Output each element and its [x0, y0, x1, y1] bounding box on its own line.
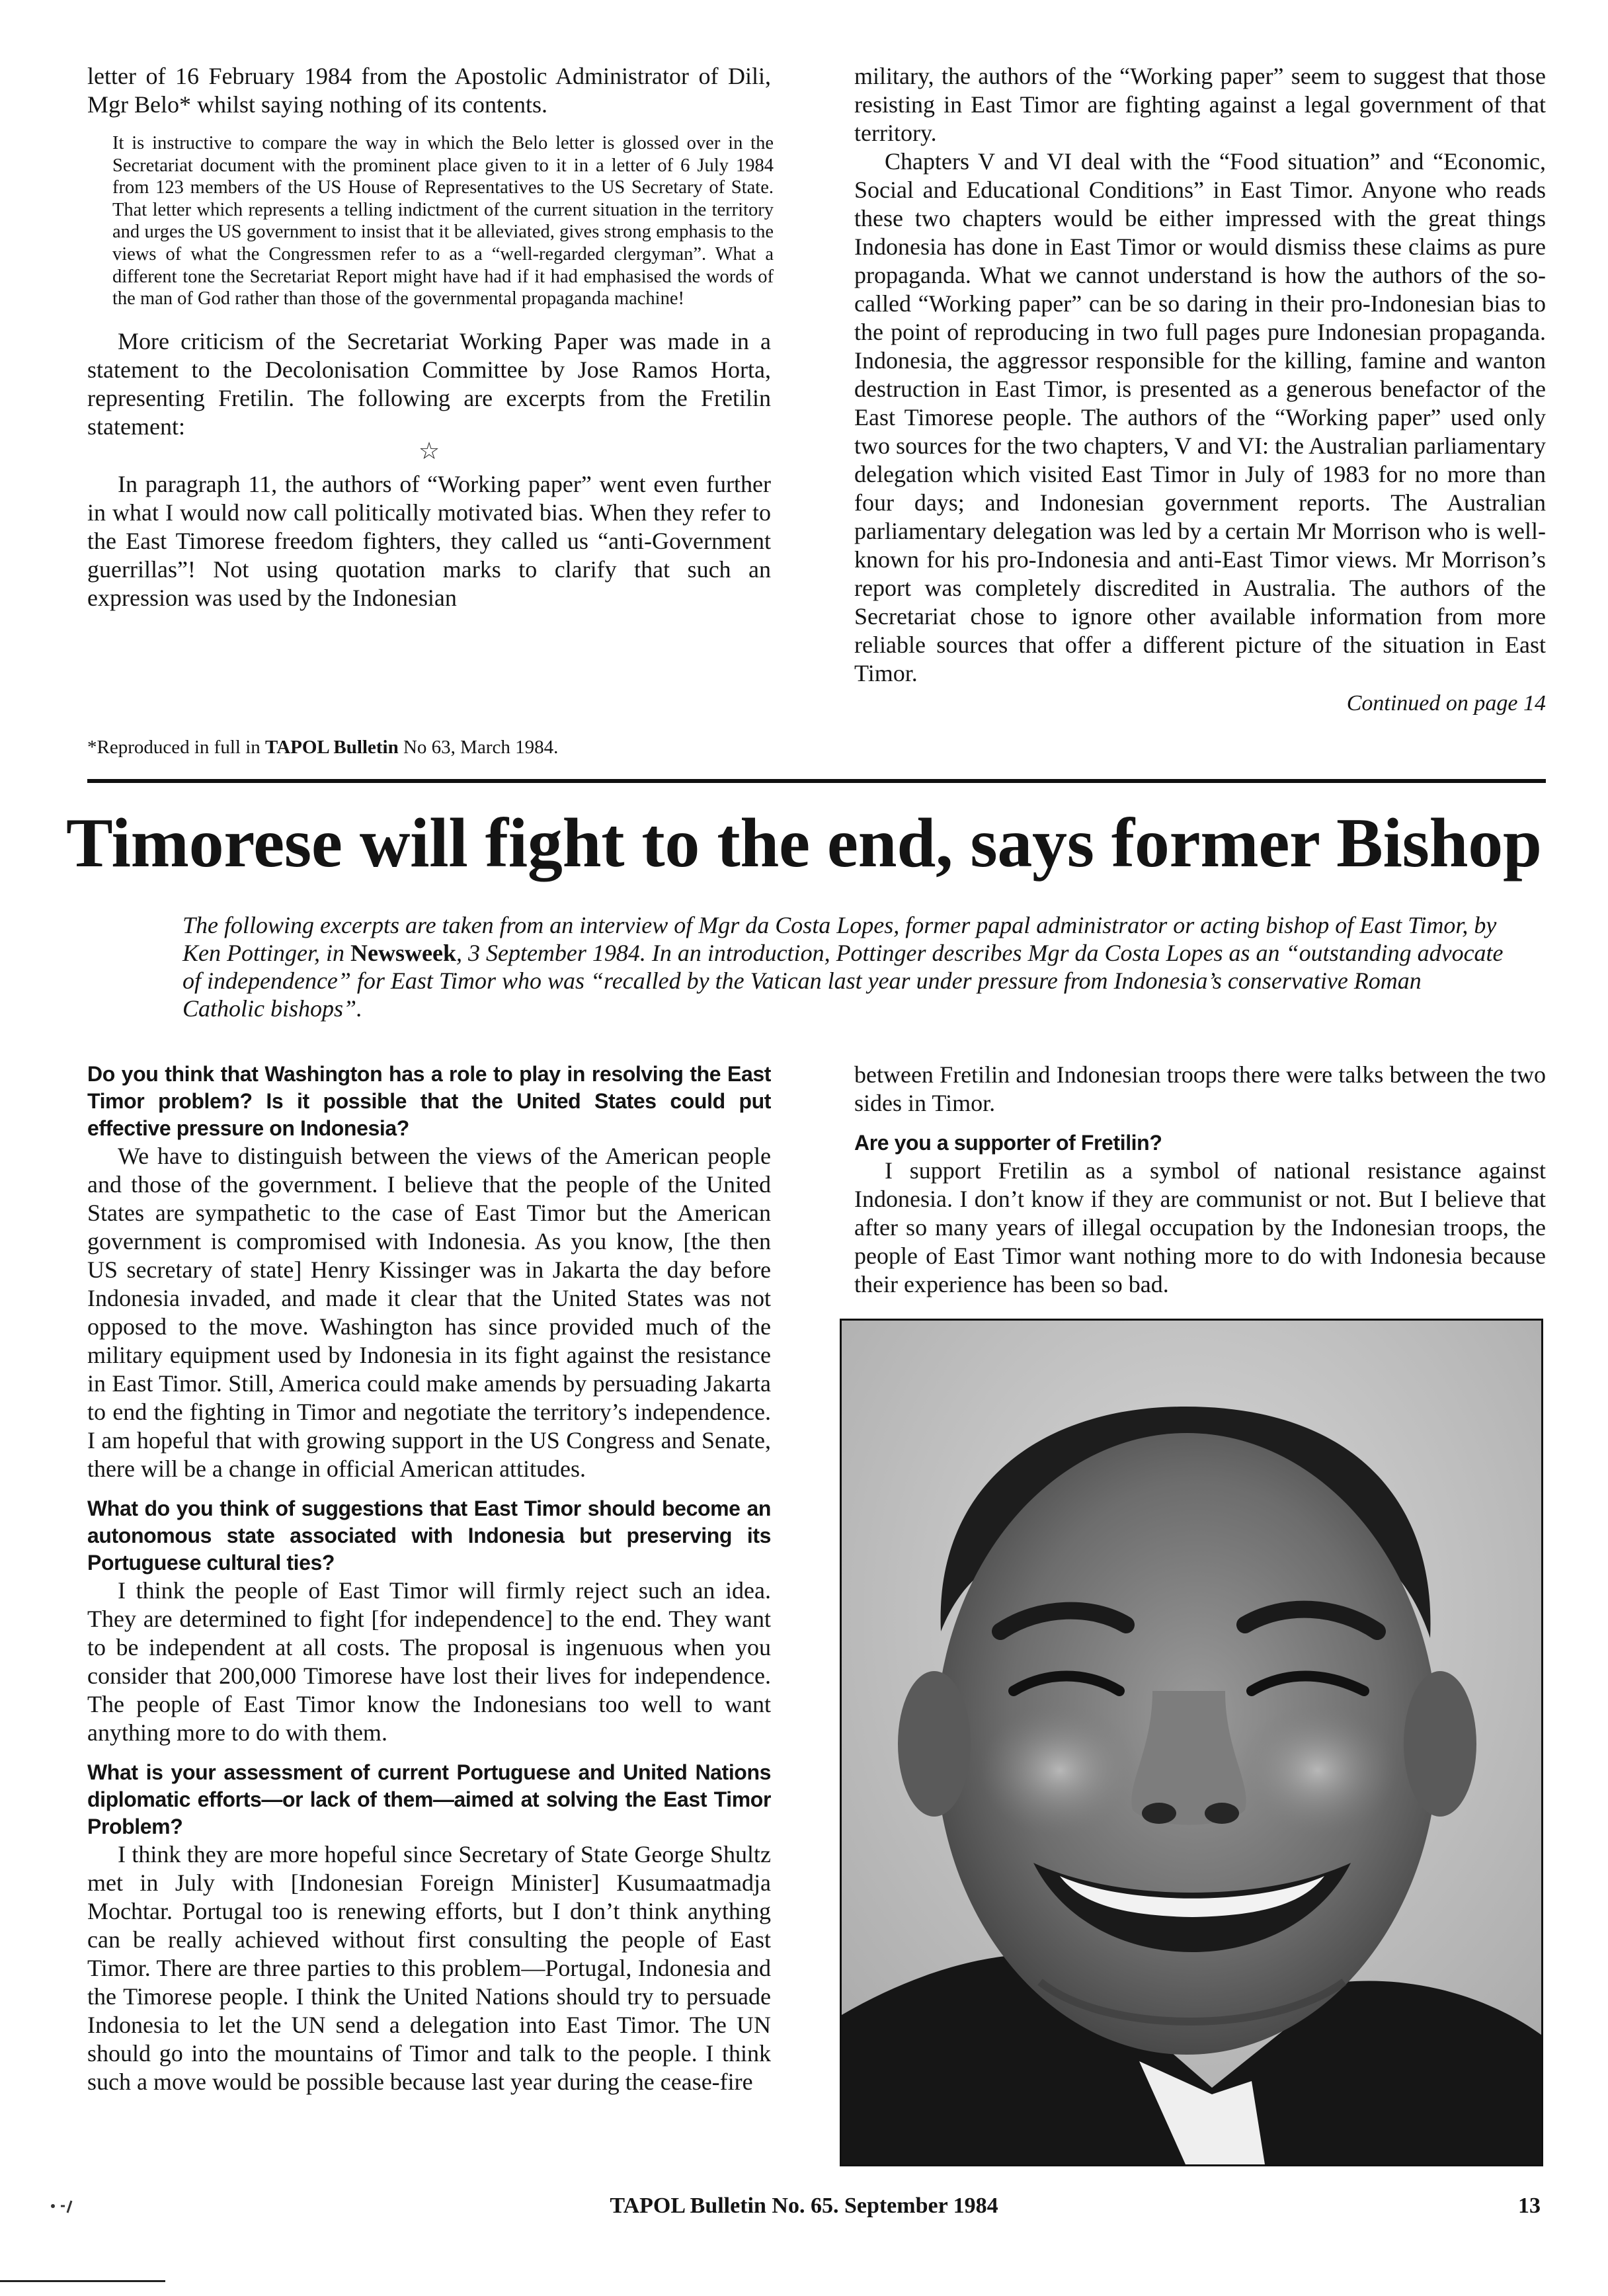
article-intro — [182, 911, 1505, 1022]
interview-answer-2: I think the people of East Timor will firmly reject such an idea. They are determined to fight [for independence] to the end. They want to be independent at all costs. The proposal is ingenuous when you consider that 200,000 Timorese have lost their lives for independence. The people of East Timor know the Indonesians too well to want anything more to do with them. — [87, 1577, 771, 1746]
portrait-photo — [840, 1319, 1543, 2166]
top-left-paragraph-3: In paragraph 11, the authors of “Working paper” went even further in what I would now call politically motivated bias. When they refer to the East Timorese freedom fighters, they called us “anti-Government guerrillas”! Not using quotation marks to clarify that such an expression was used by the Indonesian — [87, 470, 771, 611]
page-number: 13 — [1518, 2194, 1541, 2218]
intro-publication: Newsweek — [350, 940, 456, 966]
continued-on-page-link[interactable]: Continued on page 14 — [1346, 691, 1546, 716]
interview-answer-3-continued: between Fretilin and Indonesian troops there were talks between the two sides in Timor. — [854, 1061, 1546, 1116]
footnote — [87, 735, 771, 759]
intro-text-post: , 3 September 1984. In an introduction, Pottinger describes Mgr da Costa Lopes as an “outstanding advocate of independence” for East Timor who was “recalled by the Vatican last year under pressure from Indonesia’s conservative Roman Catholic bishops”. — [182, 940, 1504, 1022]
interview-answer-4: I support Fretilin as a symbol of national resistance against Indonesia. I don’t know if they are communist or not. But I believe that after so many years of illegal occupation by the Indonesian troops, the people of East Timor want nothing more to do with Indonesia because their experience has been so bad. — [854, 1157, 1546, 1297]
interview-question-2: What do you think of suggestions that East Timor should become an autonomous state associated with Indonesia but preserving its Portuguese cultural ties? — [87, 1496, 771, 1575]
top-left-column — [87, 62, 774, 612]
star-separator-icon: ☆ — [418, 437, 440, 465]
interview-question-1: Do you think that Washington has a role to play in resolving the East Timor problem? Is it possible that the United States could put effective pressure on Indonesia? — [87, 1062, 771, 1140]
footnote-text-pre: *Reproduced in full in — [87, 737, 266, 758]
interview-answer-1: We have to distinguish between the views of the American people and those of the government. I believe that the people of the United States are sympathetic to the case of East Timor but the American government is compromised with Indonesia. As you know, [the then US secretary of state] Henry Kissinger was in Jakarta the day before Indonesia invaded, and made it clear that the United States was not opposed to the move. Washington has since provided much of the military equipment used by Indonesia in its fight against the resistance in East Timor. Still, America could make amends by persuading Jakarta to end the fighting in Timor and negotiate the territory’s independence. I am hopeful that with growing support in the US Congress and Senate, there will be a change in official American attitudes. — [87, 1143, 771, 1482]
top-left-paragraph-2: More criticism of the Secretariat Working Paper was made in a statement to the Decolonisation Committee by Jose Ramos Horta, representing Fretilin. The following are excerpts from the Fretilin statement: — [87, 327, 771, 440]
secretariat-quote-block: It is instructive to compare the way in which the Belo letter is glossed over in the Secretariat document with the prominent place given to it in a letter of 6 July 1984 from 123 members of the US House of Representatives to the US Secretary of State. That letter which represents a telling indictment of the current situation in the territory and urges the US government to insist that it be alleviated, gives strong emphasis to the views of what the Congressmen refer to as a “well-regarded clergyman”. What a different tone the Secretariat Report might have had if it had emphasised the words of the man of God rather than those of the governmental propaganda machine! — [112, 133, 774, 309]
interview-right-column — [854, 1061, 1546, 1299]
article-headline: Timorese will fight to the end, says former Bishop — [66, 804, 1542, 882]
interview-question-4: Are you a supporter of Fretilin? — [854, 1131, 1162, 1155]
footnote-text-post: No 63, March 1984. — [398, 737, 559, 758]
footnote-publication: TAPOL Bulletin — [265, 737, 399, 758]
interview-answer-3: I think they are more hopeful since Secretary of State George Shultz met in July with [Indonesian Foreign Minister] Kusumaatmadja Mochtar. Portugal too is renewing efforts, but I don’t think anything can be really achieved without first consulting the people of East Timor. There are three parties to this problem—Portugal, Indonesia and the Timorese people. I think the United Nations should try to persuade Indonesia to let the UN send a delegation into East Timor. The UN should go into the mountains of Timor and talk to the people. I think such a move would be possible because last year during the cease-fire — [87, 1841, 771, 2095]
footer-publication-title: TAPOL Bulletin No. 65. September 1984 — [610, 2194, 998, 2218]
intro-text-pre: The following excerpts are taken from an interview of Mgr da Costa Lopes, former papal administrator or acting bishop of East Timor, by Ken Pottinger, in — [182, 912, 1497, 966]
top-right-paragraph-2: Chapters V and VI deal with the “Food situation” and “Economic, Social and Educational Conditions” in East Timor. Anyone who reads these two chapters would be either impressed with the great things Indonesia has done in East Timor or would dismiss these claims as pure propaganda. What we cannot understand is how the authors of the so-called “Working paper” can be so daring in their pro-Indonesian bias to the point of reproducing in two full pages pure Indonesian propaganda. Indonesia, the aggressor responsible for the killing, famine and wanton destruction in East Timor, is presented as a generous benefactor of the East Timorese people. The authors of the “Working paper” used only two sources for the two chapters, V and VI: the Australian parliamentary delegation which visited East Timor in July of 1983 for no more than four days; and Indonesian government reports. The Australian parliamentary delegation was led by a certain Mr Morrison who is well-known for his pro-Indonesia and anti-East Timor views. Mr Morrison’s report was completely discredited in Australia. The authors of the Secretariat chose to ignore other available information from more reliable sources that offer a different picture of the situation in East Timor. — [854, 148, 1546, 686]
page-footer — [0, 2190, 1608, 2230]
top-right-paragraph-1: military, the authors of the “Working paper” seem to suggest that those resisting in East Timor are fighting against a legal government of that territory. — [854, 63, 1546, 146]
interview-left-column — [87, 1061, 771, 2096]
top-left-paragraph-1: letter of 16 February 1984 from the Apostolic Administrator of Dili, Mgr Belo* whilst saying nothing of its contents. — [87, 63, 771, 118]
portrait-image — [842, 1321, 1541, 2164]
interview-question-3: What is your assessment of current Portuguese and United Nations diplomatic efforts—or lack of them—aimed at solving the East Timor Problem? — [87, 1760, 771, 1838]
bottom-edge-rule — [0, 2280, 165, 2282]
top-right-column — [854, 62, 1546, 716]
section-divider — [87, 779, 1546, 783]
